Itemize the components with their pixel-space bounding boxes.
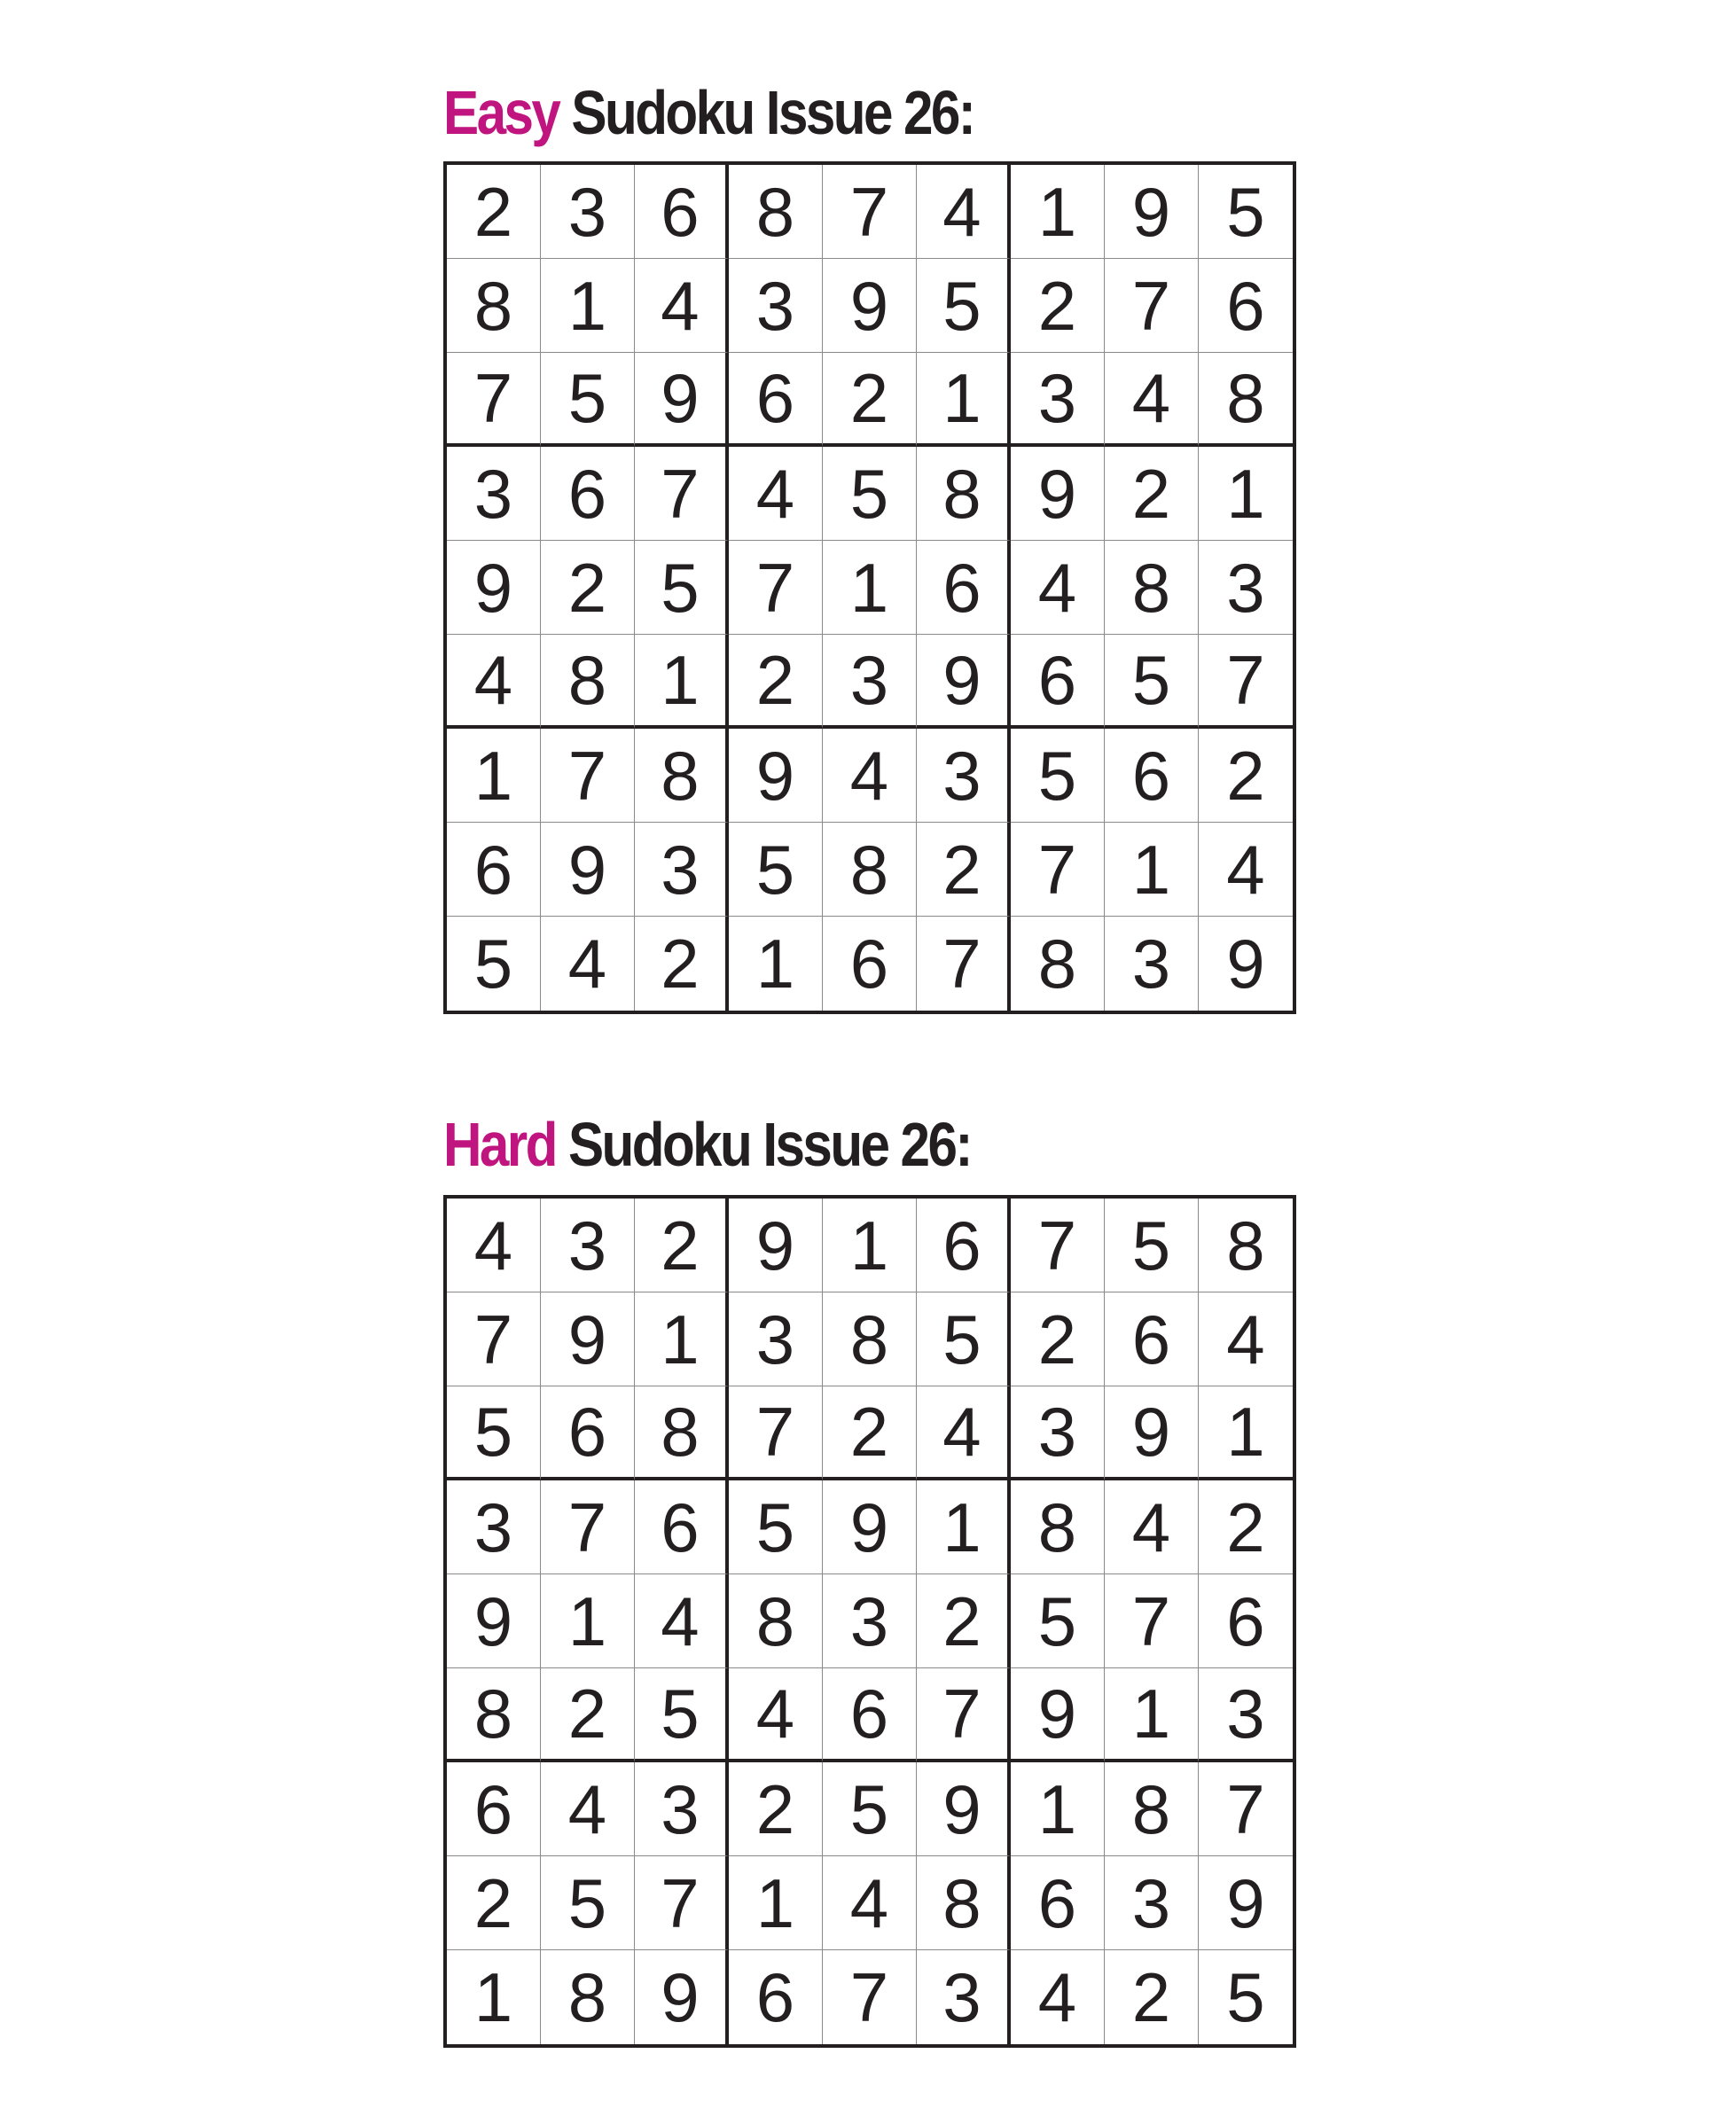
- sudoku-cell: 2: [1011, 259, 1105, 353]
- sudoku-cell: 5: [1105, 1199, 1199, 1292]
- sudoku-cell: 6: [541, 1386, 635, 1480]
- sudoku-cell: 2: [1011, 1292, 1105, 1386]
- sudoku-cell: 6: [729, 353, 823, 447]
- sudoku-cell: 1: [917, 353, 1011, 447]
- sudoku-cell: 7: [447, 1292, 541, 1386]
- sudoku-cell: 3: [541, 1199, 635, 1292]
- sudoku-cell: 5: [917, 259, 1011, 353]
- sudoku-cell: 6: [1011, 635, 1105, 729]
- sudoku-cell: 5: [823, 1762, 917, 1856]
- sudoku-cell: 9: [1011, 1668, 1105, 1762]
- sudoku-cell: 1: [1199, 447, 1293, 541]
- sudoku-cell: 7: [917, 1668, 1011, 1762]
- sudoku-cell: 1: [635, 1292, 729, 1386]
- sudoku-cell: 5: [729, 823, 823, 917]
- sudoku-cell: 2: [635, 1199, 729, 1292]
- sudoku-cell: 8: [729, 1574, 823, 1668]
- sudoku-cell: 8: [1105, 541, 1199, 635]
- sudoku-cell: 7: [1199, 635, 1293, 729]
- sudoku-cell: 6: [447, 1762, 541, 1856]
- sudoku-cell: 4: [729, 447, 823, 541]
- sudoku-cell: 2: [1105, 447, 1199, 541]
- sudoku-cell: 8: [541, 1950, 635, 2044]
- sudoku-cell: 8: [635, 1386, 729, 1480]
- sudoku-cell: 4: [917, 1386, 1011, 1480]
- sudoku-cell: 2: [917, 1574, 1011, 1668]
- sudoku-cell: 4: [917, 165, 1011, 259]
- sudoku-cell: 9: [447, 541, 541, 635]
- sudoku-cell: 7: [917, 917, 1011, 1011]
- sudoku-cell: 2: [635, 917, 729, 1011]
- sudoku-cell: 3: [1199, 1668, 1293, 1762]
- sudoku-cell: 3: [635, 823, 729, 917]
- difficulty-label-hard: Hard: [443, 1110, 556, 1179]
- sudoku-cell: 3: [447, 447, 541, 541]
- sudoku-cell: 2: [1199, 729, 1293, 823]
- sudoku-cell: 4: [447, 635, 541, 729]
- easy-sudoku-grid: [443, 161, 1296, 1014]
- sudoku-cell: 1: [823, 1199, 917, 1292]
- sudoku-cell: 5: [917, 1292, 1011, 1386]
- sudoku-cell: 9: [917, 1762, 1011, 1856]
- sudoku-cell: 7: [823, 1950, 917, 2044]
- title-text: Sudoku Issue 26:: [555, 1110, 971, 1179]
- sudoku-cell: 9: [447, 1574, 541, 1668]
- sudoku-cell: 7: [1105, 259, 1199, 353]
- sudoku-cell: 6: [823, 917, 917, 1011]
- sudoku-cell: 1: [1011, 1762, 1105, 1856]
- sudoku-cell: 7: [541, 729, 635, 823]
- sudoku-cell: 9: [541, 823, 635, 917]
- sudoku-cell: 3: [729, 259, 823, 353]
- sudoku-cell: 9: [729, 729, 823, 823]
- sudoku-cell: 5: [1105, 635, 1199, 729]
- sudoku-cell: 2: [729, 635, 823, 729]
- sudoku-cell: 5: [1011, 729, 1105, 823]
- sudoku-cell: 5: [823, 447, 917, 541]
- sudoku-cell: 3: [1105, 1856, 1199, 1950]
- sudoku-cell: 3: [1011, 353, 1105, 447]
- sudoku-cell: 4: [1199, 823, 1293, 917]
- sudoku-cell: 4: [729, 1668, 823, 1762]
- sudoku-cell: 8: [635, 729, 729, 823]
- difficulty-label-easy: Easy: [443, 78, 559, 147]
- hard-sudoku-grid: [443, 1195, 1296, 2048]
- sudoku-cell: 8: [541, 635, 635, 729]
- sudoku-cell: 1: [1105, 1668, 1199, 1762]
- sudoku-cell: 1: [541, 259, 635, 353]
- sudoku-cell: 3: [541, 165, 635, 259]
- sudoku-cell: 8: [1011, 1480, 1105, 1574]
- sudoku-cell: 9: [917, 635, 1011, 729]
- sudoku-cell: 1: [1011, 165, 1105, 259]
- sudoku-cell: 1: [635, 635, 729, 729]
- sudoku-cell: 3: [1105, 917, 1199, 1011]
- sudoku-cell: 6: [1105, 729, 1199, 823]
- sudoku-cell: 8: [1199, 1199, 1293, 1292]
- sudoku-cell: 6: [917, 1199, 1011, 1292]
- sudoku-cell: 4: [1105, 1480, 1199, 1574]
- sudoku-cell: 9: [1226, 925, 1265, 1003]
- sudoku-cell: 9: [823, 1480, 917, 1574]
- sudoku-cell: 9: [1105, 165, 1199, 259]
- sudoku-cell: 9: [1105, 1386, 1199, 1480]
- sudoku-cell: 4: [447, 1199, 541, 1292]
- sudoku-cell: 8: [917, 447, 1011, 541]
- sudoku-cell: 4: [1011, 1950, 1105, 2044]
- sudoku-cell: 2: [823, 353, 917, 447]
- sudoku-cell: 2: [541, 1668, 635, 1762]
- sudoku-cell: 1: [1105, 823, 1199, 917]
- sudoku-cell: 7: [729, 1386, 823, 1480]
- sudoku-cell: 7: [541, 1480, 635, 1574]
- sudoku-cell: 8: [823, 823, 917, 917]
- sudoku-cell: 9: [1199, 1856, 1293, 1950]
- sudoku-cell: 4: [541, 1762, 635, 1856]
- title-text: Sudoku Issue 26:: [559, 78, 974, 147]
- sudoku-cell: 6: [1011, 1856, 1105, 1950]
- sudoku-cell: 3: [729, 1292, 823, 1386]
- sudoku-cell: 2: [917, 823, 1011, 917]
- sudoku-cell: 2: [447, 1856, 541, 1950]
- sudoku-cell: 5: [541, 353, 635, 447]
- sudoku-cell: 7: [635, 447, 729, 541]
- sudoku-cell: 2: [1105, 1950, 1199, 2044]
- sudoku-cell: 6: [917, 541, 1011, 635]
- sudoku-cell: 9: [1011, 447, 1105, 541]
- sudoku-cell: 6: [1199, 259, 1293, 353]
- sudoku-cell: 1: [729, 917, 823, 1011]
- sudoku-cell: 8: [447, 1668, 541, 1762]
- sudoku-cell: 1: [823, 541, 917, 635]
- sudoku-cell: 6: [635, 165, 729, 259]
- sudoku-cell: 7: [1199, 1762, 1293, 1856]
- sudoku-cell: 2: [1199, 1480, 1293, 1574]
- sudoku-cell: 4: [635, 259, 729, 353]
- sudoku-cell: 3: [823, 1574, 917, 1668]
- easy-sudoku-title: [443, 78, 974, 147]
- sudoku-cell: 1: [1199, 1386, 1293, 1480]
- sudoku-cell: 9: [635, 353, 729, 447]
- sudoku-cell: 1: [729, 1856, 823, 1950]
- sudoku-cell: 2: [729, 1762, 823, 1856]
- sudoku-cell: 3: [1011, 1386, 1105, 1480]
- sudoku-cell: 8: [823, 1292, 917, 1386]
- sudoku-cell: 2: [447, 165, 541, 259]
- sudoku-cell: 7: [729, 541, 823, 635]
- sudoku-cell: 6: [447, 823, 541, 917]
- sudoku-cell: 4: [823, 729, 917, 823]
- sudoku-cell: 9: [729, 1199, 823, 1292]
- sudoku-cell: 9: [541, 1292, 635, 1386]
- sudoku-cell: 3: [447, 1480, 541, 1574]
- sudoku-cell: 8: [1199, 353, 1293, 447]
- sudoku-cell: 5: [635, 541, 729, 635]
- sudoku-cell: 5: [1199, 165, 1293, 259]
- sudoku-cell: 3: [917, 729, 1011, 823]
- sudoku-cell: 1: [917, 1480, 1011, 1574]
- sudoku-cell: 5: [635, 1668, 729, 1762]
- sudoku-cell: 4: [1105, 353, 1199, 447]
- sudoku-cell: 5: [1011, 1574, 1105, 1668]
- sudoku-cell: 8: [447, 259, 541, 353]
- sudoku-cell: 8: [917, 1856, 1011, 1950]
- sudoku-cell: 7: [823, 165, 917, 259]
- sudoku-cell: 6: [729, 1950, 823, 2044]
- sudoku-cell: 8: [729, 165, 823, 259]
- sudoku-cell: 5: [447, 917, 541, 1011]
- sudoku-cell: 7: [1011, 823, 1105, 917]
- sudoku-cell: 8: [1011, 917, 1105, 1011]
- sudoku-cell: 7: [447, 353, 541, 447]
- sudoku-cell: 1: [541, 1574, 635, 1668]
- sudoku-cell: 9: [635, 1950, 729, 2044]
- sudoku-cell: 1: [447, 729, 541, 823]
- sudoku-cell: 6: [635, 1480, 729, 1574]
- sudoku-cell: 2: [823, 1386, 917, 1480]
- sudoku-cell: 1: [447, 1950, 541, 2044]
- sudoku-cell: 2: [541, 541, 635, 635]
- sudoku-cell: 7: [635, 1856, 729, 1950]
- sudoku-cell: 7: [1011, 1199, 1105, 1292]
- sudoku-cell: 7: [1105, 1574, 1199, 1668]
- sudoku-cell: 3: [1199, 541, 1293, 635]
- sudoku-cell: 9: [823, 259, 917, 353]
- sudoku-cell: 5: [729, 1480, 823, 1574]
- sudoku-cell: 4: [1011, 541, 1105, 635]
- sudoku-cell: 4: [1199, 1292, 1293, 1386]
- sudoku-cell: 6: [823, 1668, 917, 1762]
- sudoku-cell: 5: [541, 1856, 635, 1950]
- sudoku-cell: 4: [541, 917, 635, 1011]
- sudoku-cell: 6: [541, 447, 635, 541]
- sudoku-cell: 5: [447, 1386, 541, 1480]
- sudoku-cell: 3: [917, 1950, 1011, 2044]
- sudoku-cell: 4: [823, 1856, 917, 1950]
- sudoku-cell: 3: [635, 1762, 729, 1856]
- sudoku-cell: 5: [1226, 1958, 1265, 2036]
- sudoku-cell: 6: [1105, 1292, 1199, 1386]
- hard-sudoku-title: [443, 1110, 971, 1179]
- sudoku-cell: 4: [635, 1574, 729, 1668]
- sudoku-cell: 6: [1199, 1574, 1293, 1668]
- sudoku-cell: 3: [823, 635, 917, 729]
- sudoku-cell: 8: [1105, 1762, 1199, 1856]
